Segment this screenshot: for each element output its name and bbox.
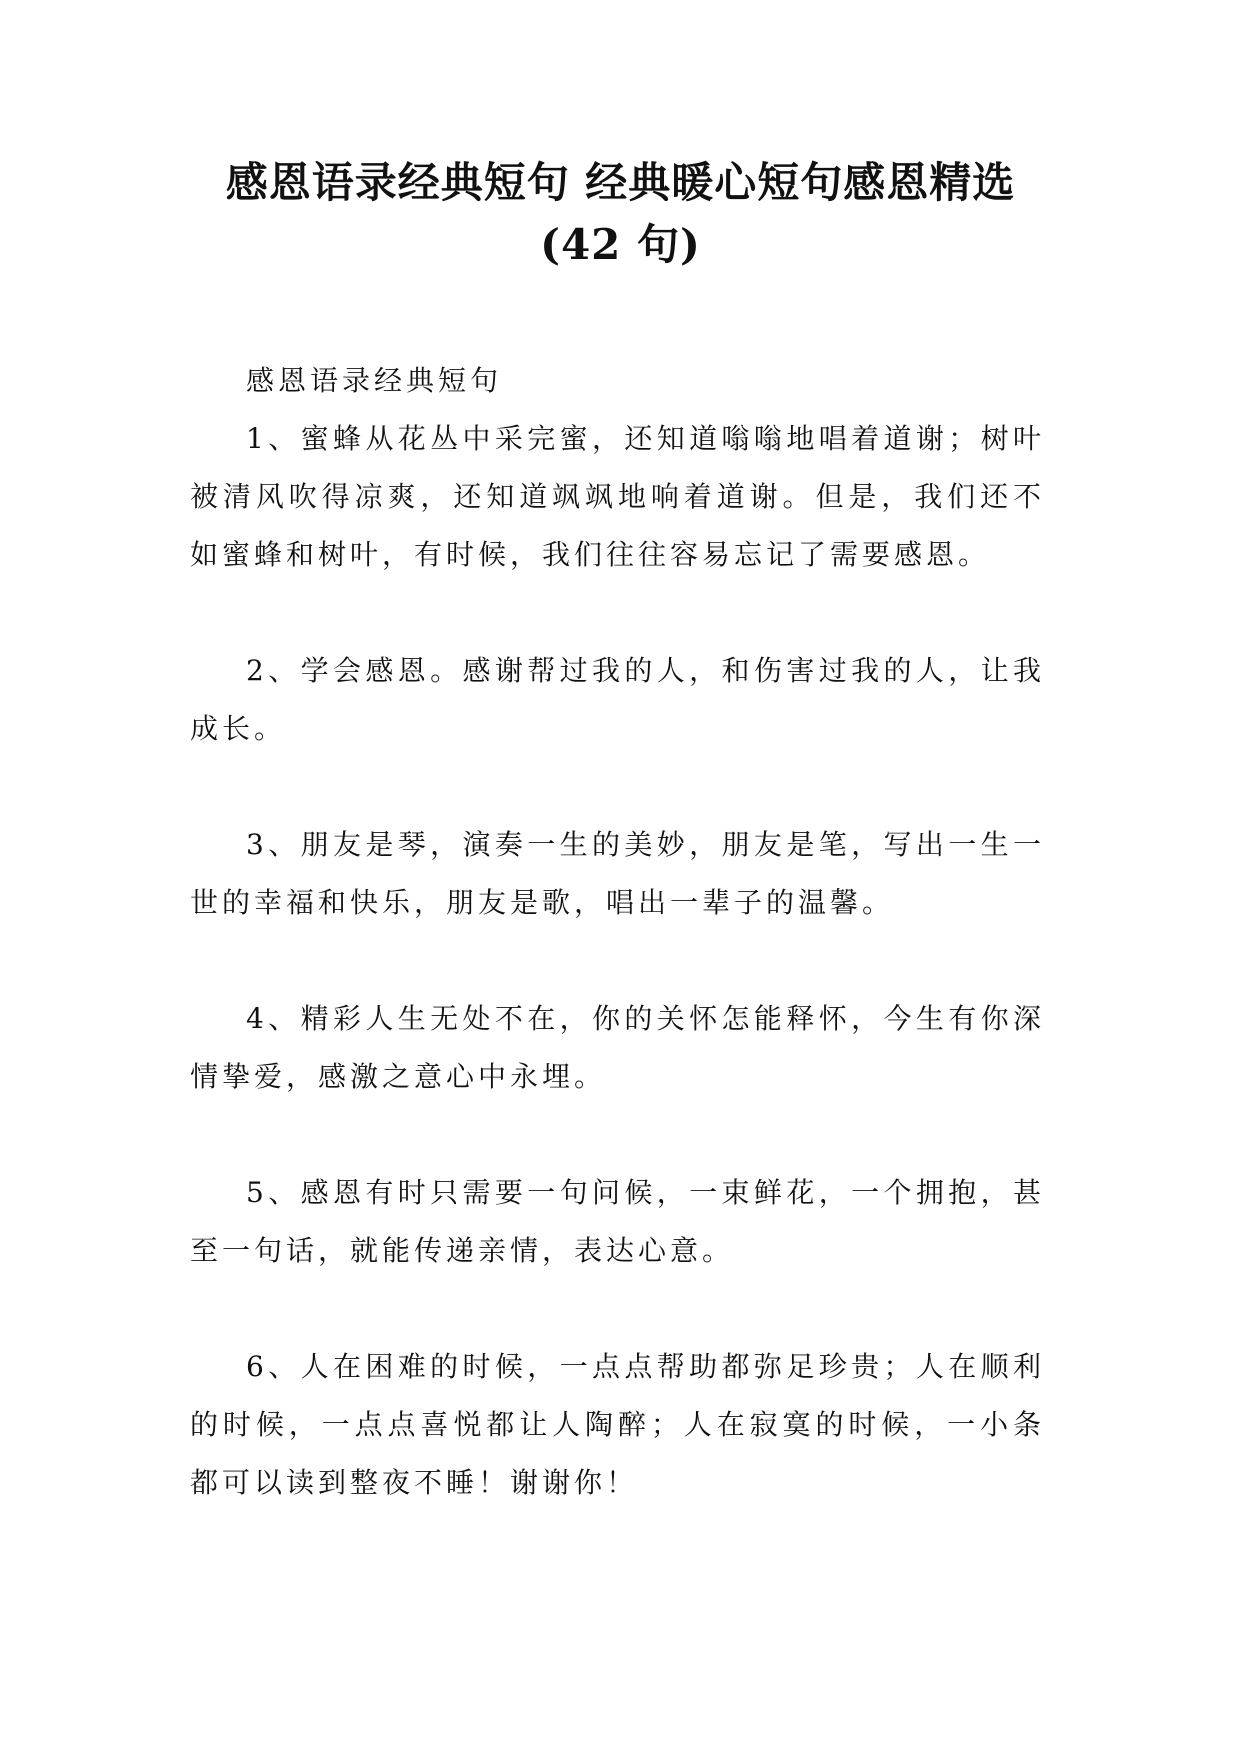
page-title — [150, 152, 1091, 276]
section-heading: 感恩语录经典短句 — [246, 364, 503, 397]
title-line-2: (42 句) — [540, 220, 701, 269]
quote-paragraph-2: 2、学会感恩。感谢帮过我的人，和伤害过我的人，让我成长。 — [190, 654, 1045, 745]
title-line-1: 感恩语录经典短句 经典暖心短句感恩精选 — [225, 158, 1016, 207]
quote-paragraph-6: 6、人在困难的时候，一点点帮助都弥足珍贵；人在顺利的时候，一点点喜悦都让人陶醉；人在寂寞的时候，一小条都可以读到整夜不睡！谢谢你！ — [190, 1350, 1045, 1499]
document-body — [190, 352, 1045, 1512]
quote-paragraph-4: 4、精彩人生无处不在，你的关怀怎能释怀，今生有你深情挚爱，感激之意心中永埋。 — [190, 1002, 1045, 1093]
quote-paragraph-3: 3、朋友是琴，演奏一生的美妙，朋友是笔，写出一生一世的幸福和快乐，朋友是歌，唱出一辈子的温馨。 — [190, 828, 1045, 919]
quote-paragraph-5: 5、感恩有时只需要一句问候，一束鲜花，一个拥抱，甚至一句话，就能传递亲情，表达心意。 — [190, 1176, 1045, 1267]
quote-paragraph-1: 1、蜜蜂从花丛中采完蜜，还知道嗡嗡地唱着道谢；树叶被清风吹得凉爽，还知道飒飒地响着道谢。但是，我们还不如蜜蜂和树叶，有时候，我们往往容易忘记了需要感恩。 — [190, 422, 1045, 571]
